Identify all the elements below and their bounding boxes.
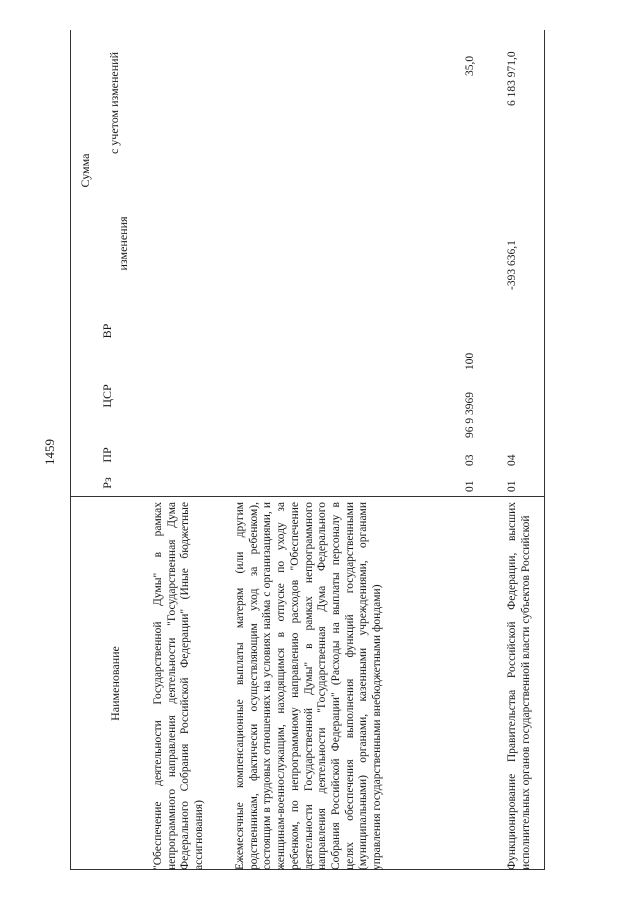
row-rz: 01 (464, 480, 476, 492)
header-with-changes: с учетом изменений (107, 51, 121, 155)
row-rz: 01 (506, 480, 518, 492)
budget-table (70, 30, 545, 870)
header-pr: ПР (100, 447, 114, 463)
row-changes: -393 636,1 (506, 240, 518, 290)
row-vr: 100 (464, 352, 476, 370)
row-pr: 03 (464, 454, 476, 466)
page-number: 1459 (42, 439, 57, 465)
header-changes: изменения (116, 216, 130, 271)
header-csr: ЦСР (100, 384, 114, 408)
row-with-changes: 6 183 971,0 (506, 51, 518, 106)
table-row-name: Функционирование Правительства Российской Федерации, высших исполнительных органов государственной власти субъектов Российской (506, 502, 532, 870)
row-pr: 04 (506, 454, 518, 466)
table-border-bottom (544, 30, 545, 870)
header-rz: Рз (100, 477, 114, 489)
row-csr: 96 9 3969 (464, 392, 476, 438)
header-sum: Сумма (78, 153, 92, 188)
header-vr: ВР (100, 323, 114, 339)
row-with-changes: 35,0 (464, 55, 476, 76)
header-name: Наименование (108, 646, 122, 721)
table-row-name: "Обеспечение деятельности Государственной Думы" в рамках непрограммного направления деятельности "Государственная Дума Федерального Собрания Российской Федерации" (Иные бюджетные ассигнования) (152, 502, 206, 870)
header-band (70, 30, 150, 497)
table-row-name: Ежемесячные компенсационные выплаты матерям (или другим родственникам, фактически осуществляющим уход за ребенком), состоящим в трудовых отношениях на условиях найма с организациями, и женщинам-военнослужащим, находящимся в отпуске по уходу за ребенком, по непрограммному направлению расходов "Обеспечение деятельности Государственной Думы" в рамках непрограммного направления деятельности "Государственная Дума Федерального Собрания Российской Федерации" (Расходы на выплаты персоналу в целях обеспечения выполнения функций государственными (муниципальными) органами, казенными учреждениями, органами управления государственными внебюджетными фондами) (234, 502, 384, 870)
